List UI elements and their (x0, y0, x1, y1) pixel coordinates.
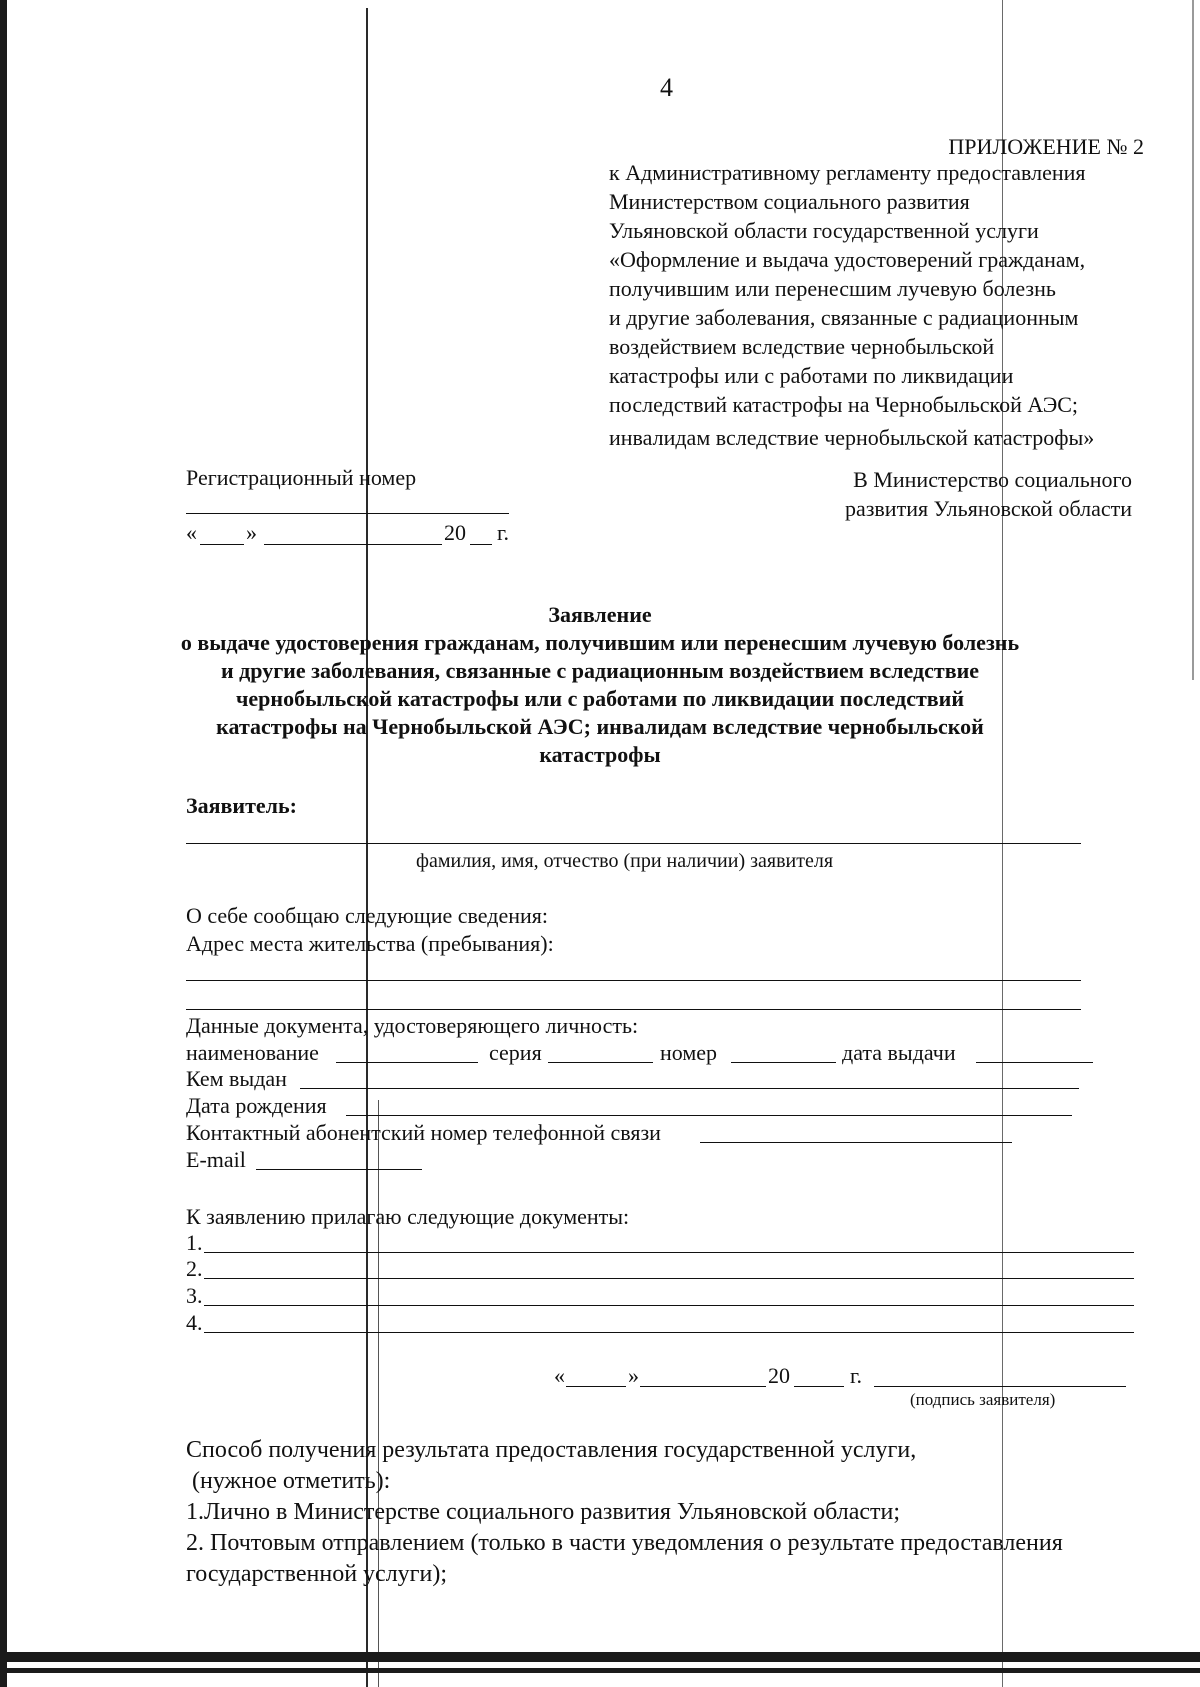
applicant-label: Заявитель: (186, 793, 297, 818)
applicant-name-field[interactable] (186, 843, 1081, 844)
attachment-number: 1. (186, 1230, 203, 1255)
title-line: катастрофы на Чернобыльской АЭС; инвалидам вследствие чернобыльской (216, 714, 984, 739)
result-option-1: 1.Лично в Министерстве социального развития Ульяновской области; (186, 1499, 901, 1525)
scan-edge-left (0, 0, 7, 1687)
doc-issue-date-field[interactable] (976, 1062, 1093, 1063)
signature-year-prefix: 20 (768, 1363, 790, 1388)
appendix-line: получившим или перенесшим лучевую болезнь (609, 276, 1056, 301)
appendix-line: Ульяновской области государственной услуги (609, 218, 1039, 243)
applicant-hint: фамилия, имя, отчество (при наличии) заявителя (416, 850, 834, 872)
birth-date-field[interactable] (346, 1115, 1072, 1116)
info-intro: О себе сообщаю следующие сведения: (186, 903, 549, 928)
signature-field[interactable] (874, 1386, 1126, 1387)
phone-field[interactable] (700, 1142, 1012, 1143)
address-field-1[interactable] (186, 980, 1081, 981)
addressee (845, 465, 1132, 523)
address-field-2[interactable] (186, 1009, 1081, 1010)
signature-quote-open: « (554, 1363, 565, 1388)
email-field[interactable] (256, 1169, 422, 1170)
registration-month-field[interactable] (264, 544, 442, 545)
doc-name-field[interactable] (336, 1062, 478, 1063)
result-option-2: 2. Почтовым отправлением (только в части уведомления о результате предоставления (186, 1530, 1063, 1556)
id-doc-label: Данные документа, удостоверяющего личность: (186, 1013, 639, 1038)
title-heading: Заявление (548, 602, 652, 627)
appendix-line: воздействием вследствие чернобыльской (609, 334, 995, 359)
address-label: Адрес места жительства (пребывания): (186, 931, 554, 956)
doc-series-field[interactable] (548, 1062, 653, 1063)
appendix-line: Министерством социального развития (609, 189, 970, 214)
appendix-title: ПРИЛОЖЕНИЕ № 2 (948, 134, 1144, 159)
doc-series-label: серия (489, 1040, 542, 1065)
appendix-line: последствий катастрофы на Чернобыльской АЭС; (609, 392, 1079, 417)
signature-year-field[interactable] (794, 1386, 844, 1387)
registration-year-prefix: 20 (444, 520, 466, 545)
attachment-field-4[interactable] (204, 1332, 1134, 1333)
appendix-line: «Оформление и выдача удостоверений гражданам, (609, 247, 1086, 272)
doc-number-label: номер (660, 1040, 718, 1065)
doc-issue-date-label: дата выдачи (842, 1040, 956, 1065)
scan-fold-line (1192, 0, 1194, 680)
attachment-number: 2. (186, 1256, 203, 1281)
result-option-2-cont: государственной услуги); (186, 1561, 448, 1587)
scan-fold-line (378, 1100, 379, 1687)
result-method-line: Способ получения результата предоставления государственной услуги, (186, 1437, 917, 1463)
registration-quote-close: » (246, 520, 257, 545)
signature-hint: (подпись заявителя) (910, 1390, 1056, 1409)
document-title (0, 601, 1200, 769)
addressee-line: В Министерство социального (853, 467, 1132, 492)
appendix-line: к Административному регламенту предоставления (609, 160, 1086, 185)
attachment-number: 4. (186, 1310, 203, 1335)
title-line: чернобыльской катастрофы или с работами по ликвидации последствий (235, 686, 964, 711)
attachment-field-1[interactable] (204, 1252, 1134, 1253)
scan-edge-bottom (0, 1668, 1200, 1673)
attachment-field-3[interactable] (204, 1305, 1134, 1306)
signature-day-field[interactable] (566, 1386, 626, 1387)
scan-edge-bottom (0, 1652, 1200, 1662)
doc-number-field[interactable] (731, 1062, 836, 1063)
addressee-line: развития Ульяновской области (844, 496, 1132, 521)
doc-name-label: наименование (186, 1040, 319, 1065)
title-line: катастрофы (539, 742, 661, 767)
registration-day-field[interactable] (200, 544, 244, 545)
phone-label: Контактный абонентский номер телефонной связи (186, 1120, 661, 1145)
registration-quote-open: « (186, 520, 197, 545)
title-line: о выдаче удостоверения гражданам, получившим или перенесшим лучевую болезнь (180, 630, 1020, 655)
signature-year-suffix: г. (850, 1363, 863, 1388)
appendix-line: катастрофы или с работами по ликвидации (609, 363, 1014, 388)
registration-year-field[interactable] (470, 544, 492, 545)
issued-by-label: Кем выдан (186, 1066, 287, 1091)
attachments-intro: К заявлению прилагаю следующие документы: (186, 1204, 630, 1229)
appendix-line: инвалидам вследствие чернобыльской катастрофы» (609, 425, 1095, 450)
page-number: 4 (660, 73, 673, 102)
registration-number-field[interactable] (186, 513, 509, 514)
attachment-field-2[interactable] (204, 1278, 1134, 1279)
registration-label: Регистрационный номер (186, 465, 417, 490)
signature-month-field[interactable] (640, 1386, 766, 1387)
issued-by-field[interactable] (300, 1088, 1079, 1089)
attachment-number: 3. (186, 1283, 203, 1308)
title-line: и другие заболевания, связанные с радиационным воздействием вследствие (220, 658, 980, 683)
result-method-hint: (нужное отметить): (186, 1468, 391, 1494)
appendix-line: и другие заболевания, связанные с радиационным (609, 305, 1079, 330)
birth-date-label: Дата рождения (186, 1093, 327, 1118)
signature-quote-close: » (628, 1363, 639, 1388)
email-label: E-mail (186, 1147, 246, 1172)
registration-year-suffix: г. (497, 520, 510, 545)
appendix-body (609, 158, 1169, 452)
